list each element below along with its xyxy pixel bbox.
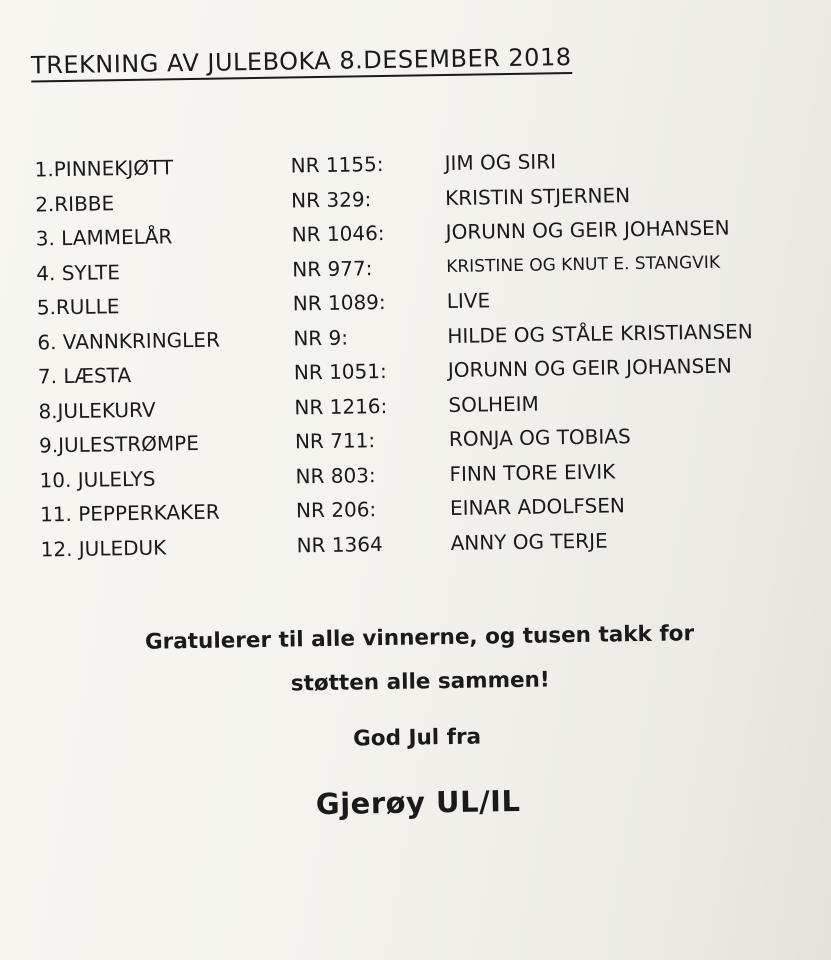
- prize-label: 2.RIBBE: [35, 190, 115, 216]
- winner-name: FINN TORE EIVIK: [449, 458, 616, 486]
- congratulations-line-1: Gratulerer til alle vinnerne, og tusen takk for: [144, 621, 695, 655]
- winner-name: LIVE: [446, 288, 491, 314]
- ticket-number: NR 711:: [294, 428, 376, 454]
- prize-label: 11. PEPPERKAKER: [39, 499, 220, 527]
- ticket-number: NR 1051:: [293, 358, 387, 385]
- winner-name: JIM OG SIRI: [444, 149, 557, 176]
- winner-name: JORUNN OG GEIR JOHANSEN: [447, 353, 732, 383]
- winner-name: EINAR ADOLFSEN: [449, 493, 626, 520]
- prize-label: 4. SYLTE: [36, 259, 121, 285]
- ticket-number: NR 329:: [290, 186, 372, 212]
- club-name: Gjerøy UL/IL: [315, 783, 521, 822]
- prize-label: 3. LAMMELÅR: [35, 224, 173, 251]
- ticket-number: NR 1364: [296, 531, 383, 557]
- ticket-number: NR 803:: [295, 462, 376, 488]
- prize-label: 9.JULESTRØMPE: [38, 430, 200, 458]
- ticket-number: NR 1216:: [294, 393, 388, 419]
- prize-label: 8.JULEKURV: [38, 397, 156, 423]
- ticket-number: NR 1089:: [292, 289, 386, 316]
- prize-label: 1.PINNEKJØTT: [34, 155, 174, 182]
- winner-name: SOLHEIM: [448, 391, 540, 417]
- winner-name: KRISTINE OG KNUT E. STANGVIK: [446, 252, 721, 277]
- ticket-number: NR 206:: [295, 497, 377, 523]
- prize-label: 7. LÆSTA: [37, 362, 132, 389]
- ticket-number: NR 9:: [293, 325, 349, 350]
- ticket-number: NR 1046:: [291, 220, 385, 247]
- prize-label: 10. JULELYS: [39, 466, 156, 492]
- winners-list: [34, 145, 820, 571]
- prize-label: 12. JULEDUK: [40, 534, 167, 561]
- winner-name: JORUNN OG GEIR JOHANSEN: [445, 215, 730, 245]
- winner-name: ANNY OG TERJE: [450, 528, 608, 555]
- ticket-number: NR 1155:: [290, 151, 384, 178]
- ticket-number: NR 977:: [292, 255, 373, 281]
- winner-name: KRISTIN STJERNEN: [444, 182, 631, 210]
- winner-name: RONJA OG TOBIAS: [448, 424, 631, 452]
- christmas-greeting: God Jul fra: [352, 724, 482, 752]
- winner-name: HILDE OG STÅLE KRISTIANSEN: [447, 318, 753, 348]
- prize-label: 6. VANNKRINGLER: [37, 327, 221, 354]
- congratulations-line-2: støtten alle sammen!: [290, 667, 550, 697]
- prize-label: 5.RULLE: [36, 294, 120, 320]
- document-title: TREKNING AV JULEBOKA 8.DESEMBER 2018: [31, 43, 572, 82]
